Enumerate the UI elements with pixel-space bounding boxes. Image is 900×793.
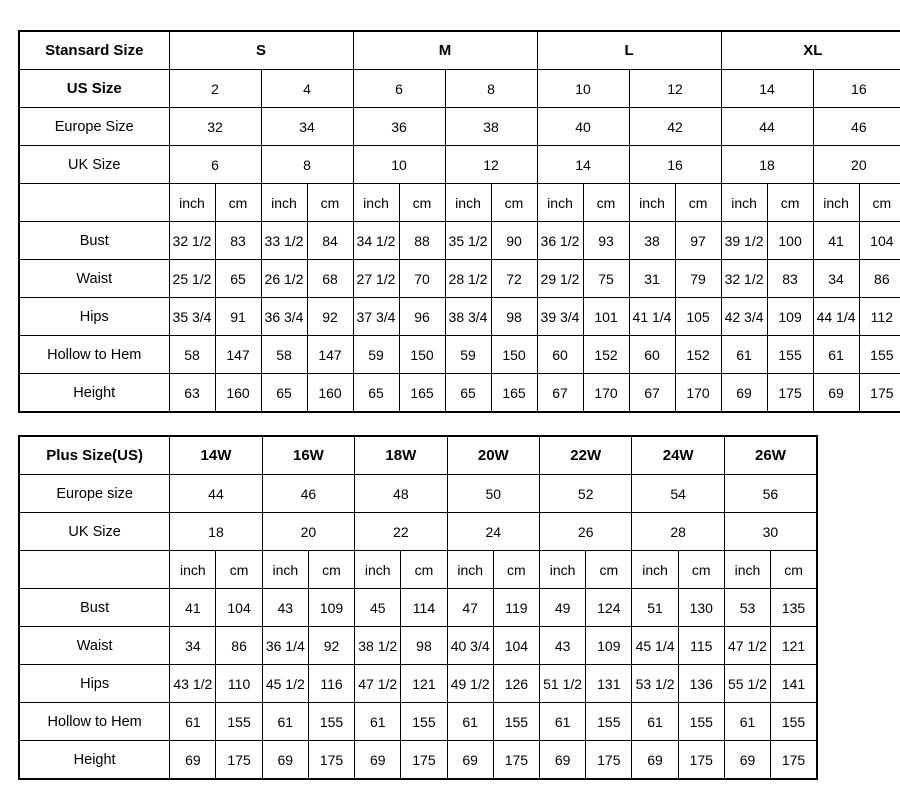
measurement-value-cell: 121: [401, 665, 447, 703]
unit-cell: inch: [170, 551, 216, 589]
measurement-value-cell: 69: [447, 741, 493, 780]
measurement-value-cell: 25 1/2: [169, 260, 215, 298]
measurement-value-cell: 104: [493, 627, 539, 665]
measurement-value-cell: 33 1/2: [261, 222, 307, 260]
size-group-header: 14W: [170, 436, 262, 475]
measurement-value-cell: 53 1/2: [632, 665, 678, 703]
measurement-label-cell: Height: [19, 374, 169, 413]
measurement-value-cell: 65: [445, 374, 491, 413]
measurement-value-cell: 119: [493, 589, 539, 627]
measurement-value-cell: 28 1/2: [445, 260, 491, 298]
measurement-value-cell: 45: [355, 589, 401, 627]
measurement-value-cell: 136: [678, 665, 724, 703]
measurement-row: [19, 703, 817, 741]
measurement-value-cell: 175: [493, 741, 539, 780]
measurement-value-cell: 105: [675, 298, 721, 336]
measurement-value-cell: 49 1/2: [447, 665, 493, 703]
measurement-value-cell: 69: [540, 741, 586, 780]
measurement-value-cell: 170: [675, 374, 721, 413]
measurement-value-cell: 36 1/2: [537, 222, 583, 260]
size-group-header: 22W: [540, 436, 632, 475]
plus-size-table: [18, 435, 818, 780]
measurement-value-cell: 39 3/4: [537, 298, 583, 336]
measurement-value-cell: 69: [813, 374, 859, 413]
measurement-value-cell: 97: [675, 222, 721, 260]
measurement-value-cell: 61: [262, 703, 308, 741]
size-value-cell: 44: [721, 108, 813, 146]
measurement-value-cell: 61: [724, 703, 770, 741]
size-value-cell: 46: [262, 475, 354, 513]
row-label-cell: US Size: [19, 70, 169, 108]
measurement-value-cell: 152: [583, 336, 629, 374]
measurement-value-cell: 47: [447, 589, 493, 627]
measurement-value-cell: 59: [353, 336, 399, 374]
unit-cell: inch: [724, 551, 770, 589]
size-value-cell: 44: [170, 475, 262, 513]
measurement-value-cell: 90: [491, 222, 537, 260]
size-value-cell: 24: [447, 513, 539, 551]
measurement-value-cell: 147: [215, 336, 261, 374]
size-value-cell: 12: [629, 70, 721, 108]
measurement-value-cell: 65: [215, 260, 261, 298]
measurement-value-cell: 37 3/4: [353, 298, 399, 336]
measurement-value-cell: 38: [629, 222, 675, 260]
measurement-value-cell: 83: [215, 222, 261, 260]
measurement-row: [19, 665, 817, 703]
measurement-value-cell: 112: [859, 298, 900, 336]
measurement-value-cell: 110: [216, 665, 262, 703]
measurement-value-cell: 45 1/4: [632, 627, 678, 665]
size-value-cell: 46: [813, 108, 900, 146]
measurement-value-cell: 175: [586, 741, 632, 780]
measurement-value-cell: 155: [859, 336, 900, 374]
standard-size-table: [18, 30, 900, 413]
size-group-header: 24W: [632, 436, 724, 475]
size-value-cell: 14: [721, 70, 813, 108]
size-value-cell: 14: [537, 146, 629, 184]
size-value-cell: 20: [262, 513, 354, 551]
measurement-value-cell: 109: [767, 298, 813, 336]
measurement-value-cell: 69: [170, 741, 216, 780]
measurement-value-cell: 47 1/2: [355, 665, 401, 703]
size-value-cell: 50: [447, 475, 539, 513]
measurement-value-cell: 40 3/4: [447, 627, 493, 665]
size-value-cell: 30: [724, 513, 817, 551]
measurement-value-cell: 35 1/2: [445, 222, 491, 260]
size-group-header: M: [353, 31, 537, 70]
measurement-value-cell: 34: [813, 260, 859, 298]
measurement-value-cell: 36 1/4: [262, 627, 308, 665]
measurement-value-cell: 175: [216, 741, 262, 780]
measurement-value-cell: 36 3/4: [261, 298, 307, 336]
measurement-value-cell: 75: [583, 260, 629, 298]
measurement-value-cell: 116: [308, 665, 354, 703]
unit-cell: inch: [355, 551, 401, 589]
measurement-value-cell: 93: [583, 222, 629, 260]
measurement-label-cell: Hips: [19, 665, 170, 703]
measurement-value-cell: 98: [401, 627, 447, 665]
size-value-cell: 32: [169, 108, 261, 146]
row-label-cell: UK Size: [19, 513, 170, 551]
size-value-cell: 28: [632, 513, 724, 551]
measurement-value-cell: 150: [399, 336, 445, 374]
measurement-value-cell: 86: [216, 627, 262, 665]
measurement-row: [19, 589, 817, 627]
measurement-value-cell: 27 1/2: [353, 260, 399, 298]
size-group-header: XL: [721, 31, 900, 70]
unit-cell: inch: [445, 184, 491, 222]
measurement-value-cell: 47 1/2: [724, 627, 770, 665]
measurement-value-cell: 100: [767, 222, 813, 260]
measurement-value-cell: 79: [675, 260, 721, 298]
unit-row: [19, 184, 900, 222]
row-label-cell: UK Size: [19, 146, 169, 184]
size-value-cell: 6: [169, 146, 261, 184]
size-value-cell: 40: [537, 108, 629, 146]
measurement-value-cell: 55 1/2: [724, 665, 770, 703]
measurement-value-cell: 155: [771, 703, 817, 741]
size-value-cell: 34: [261, 108, 353, 146]
measurement-value-cell: 60: [537, 336, 583, 374]
measurement-value-cell: 65: [261, 374, 307, 413]
measurement-value-cell: 155: [308, 703, 354, 741]
measurement-value-cell: 130: [678, 589, 724, 627]
measurement-value-cell: 115: [678, 627, 724, 665]
measurement-value-cell: 26 1/2: [261, 260, 307, 298]
measurement-value-cell: 41 1/4: [629, 298, 675, 336]
measurement-value-cell: 175: [308, 741, 354, 780]
measurement-value-cell: 31: [629, 260, 675, 298]
unit-cell: inch: [540, 551, 586, 589]
measurement-value-cell: 58: [261, 336, 307, 374]
measurement-value-cell: 65: [353, 374, 399, 413]
table-row: [19, 513, 817, 551]
unit-cell: inch: [629, 184, 675, 222]
measurement-value-cell: 92: [307, 298, 353, 336]
size-value-cell: 22: [355, 513, 447, 551]
measurement-value-cell: 41: [813, 222, 859, 260]
measurement-row: [19, 222, 900, 260]
measurement-value-cell: 92: [308, 627, 354, 665]
measurement-value-cell: 67: [537, 374, 583, 413]
measurement-value-cell: 114: [401, 589, 447, 627]
measurement-value-cell: 104: [216, 589, 262, 627]
measurement-value-cell: 61: [632, 703, 678, 741]
table-row: [19, 108, 900, 146]
measurement-value-cell: 49: [540, 589, 586, 627]
size-value-cell: 54: [632, 475, 724, 513]
measurement-value-cell: 147: [307, 336, 353, 374]
measurement-value-cell: 61: [170, 703, 216, 741]
size-value-cell: 56: [724, 475, 817, 513]
table-header-row: [19, 436, 817, 475]
measurement-value-cell: 70: [399, 260, 445, 298]
measurement-value-cell: 175: [401, 741, 447, 780]
size-value-cell: 4: [261, 70, 353, 108]
unit-cell: cm: [678, 551, 724, 589]
measurement-value-cell: 91: [215, 298, 261, 336]
measurement-value-cell: 53: [724, 589, 770, 627]
measurement-value-cell: 43: [540, 627, 586, 665]
measurement-value-cell: 152: [675, 336, 721, 374]
size-value-cell: 10: [353, 146, 445, 184]
measurement-value-cell: 29 1/2: [537, 260, 583, 298]
measurement-value-cell: 175: [767, 374, 813, 413]
measurement-value-cell: 69: [724, 741, 770, 780]
size-value-cell: 2: [169, 70, 261, 108]
measurement-value-cell: 88: [399, 222, 445, 260]
measurement-value-cell: 38 1/2: [355, 627, 401, 665]
measurement-value-cell: 61: [813, 336, 859, 374]
measurement-value-cell: 155: [767, 336, 813, 374]
measurement-value-cell: 32 1/2: [721, 260, 767, 298]
table-row: [19, 146, 900, 184]
measurement-value-cell: 126: [493, 665, 539, 703]
unit-cell: inch: [262, 551, 308, 589]
table-row: [19, 475, 817, 513]
unit-cell: inch: [261, 184, 307, 222]
measurement-value-cell: 155: [216, 703, 262, 741]
size-group-header: 18W: [355, 436, 447, 475]
unit-cell: cm: [401, 551, 447, 589]
measurement-row: [19, 260, 900, 298]
measurement-value-cell: 34 1/2: [353, 222, 399, 260]
measurement-value-cell: 69: [355, 741, 401, 780]
measurement-value-cell: 34: [170, 627, 216, 665]
measurement-label-cell: Hollow to Hem: [19, 336, 169, 374]
measurement-value-cell: 63: [169, 374, 215, 413]
unit-cell: cm: [307, 184, 353, 222]
measurement-value-cell: 83: [767, 260, 813, 298]
measurement-value-cell: 68: [307, 260, 353, 298]
measurement-value-cell: 59: [445, 336, 491, 374]
chart-title-cell: Plus Size(US): [19, 436, 170, 475]
unit-cell: cm: [215, 184, 261, 222]
size-value-cell: 16: [629, 146, 721, 184]
size-value-cell: 26: [540, 513, 632, 551]
measurement-label-cell: Waist: [19, 627, 170, 665]
measurement-label-cell: Bust: [19, 222, 169, 260]
measurement-value-cell: 69: [721, 374, 767, 413]
measurement-value-cell: 155: [678, 703, 724, 741]
measurement-value-cell: 61: [447, 703, 493, 741]
unit-cell: cm: [216, 551, 262, 589]
size-value-cell: 10: [537, 70, 629, 108]
unit-row-blank-cell: [19, 184, 169, 222]
measurement-value-cell: 51: [632, 589, 678, 627]
measurement-value-cell: 96: [399, 298, 445, 336]
measurement-value-cell: 61: [355, 703, 401, 741]
measurement-value-cell: 67: [629, 374, 675, 413]
unit-cell: inch: [169, 184, 215, 222]
size-value-cell: 16: [813, 70, 900, 108]
measurement-value-cell: 58: [169, 336, 215, 374]
measurement-value-cell: 155: [493, 703, 539, 741]
measurement-value-cell: 39 1/2: [721, 222, 767, 260]
size-value-cell: 36: [353, 108, 445, 146]
size-group-header: L: [537, 31, 721, 70]
measurement-value-cell: 86: [859, 260, 900, 298]
size-value-cell: 38: [445, 108, 537, 146]
row-label-cell: Europe Size: [19, 108, 169, 146]
unit-cell: cm: [767, 184, 813, 222]
size-group-header: 20W: [447, 436, 539, 475]
measurement-value-cell: 175: [859, 374, 900, 413]
unit-cell: cm: [586, 551, 632, 589]
size-group-header: 16W: [262, 436, 354, 475]
size-value-cell: 6: [353, 70, 445, 108]
measurement-value-cell: 43 1/2: [170, 665, 216, 703]
unit-cell: inch: [447, 551, 493, 589]
unit-row: [19, 551, 817, 589]
measurement-value-cell: 109: [308, 589, 354, 627]
measurement-row: [19, 741, 817, 780]
measurement-value-cell: 69: [262, 741, 308, 780]
size-value-cell: 8: [445, 70, 537, 108]
measurement-value-cell: 69: [632, 741, 678, 780]
measurement-value-cell: 155: [586, 703, 632, 741]
size-value-cell: 48: [355, 475, 447, 513]
unit-cell: inch: [813, 184, 859, 222]
unit-row-blank-cell: [19, 551, 170, 589]
table-header-row: [19, 31, 900, 70]
measurement-row: [19, 374, 900, 413]
measurement-value-cell: 32 1/2: [169, 222, 215, 260]
measurement-value-cell: 72: [491, 260, 537, 298]
size-value-cell: 12: [445, 146, 537, 184]
size-value-cell: 18: [721, 146, 813, 184]
measurement-value-cell: 121: [771, 627, 817, 665]
unit-cell: cm: [491, 184, 537, 222]
measurement-value-cell: 98: [491, 298, 537, 336]
unit-cell: cm: [493, 551, 539, 589]
measurement-label-cell: Hollow to Hem: [19, 703, 170, 741]
measurement-value-cell: 43: [262, 589, 308, 627]
measurement-label-cell: Hips: [19, 298, 169, 336]
measurement-value-cell: 101: [583, 298, 629, 336]
measurement-value-cell: 141: [771, 665, 817, 703]
measurement-value-cell: 160: [307, 374, 353, 413]
measurement-value-cell: 170: [583, 374, 629, 413]
unit-cell: cm: [308, 551, 354, 589]
size-value-cell: 18: [170, 513, 262, 551]
measurement-label-cell: Bust: [19, 589, 170, 627]
size-value-cell: 52: [540, 475, 632, 513]
measurement-value-cell: 44 1/4: [813, 298, 859, 336]
measurement-value-cell: 160: [215, 374, 261, 413]
measurement-label-cell: Height: [19, 741, 170, 780]
measurement-label-cell: Waist: [19, 260, 169, 298]
measurement-value-cell: 84: [307, 222, 353, 260]
size-value-cell: 20: [813, 146, 900, 184]
measurement-value-cell: 175: [771, 741, 817, 780]
measurement-value-cell: 135: [771, 589, 817, 627]
measurement-value-cell: 61: [721, 336, 767, 374]
measurement-value-cell: 175: [678, 741, 724, 780]
measurement-value-cell: 124: [586, 589, 632, 627]
unit-cell: cm: [399, 184, 445, 222]
measurement-value-cell: 109: [586, 627, 632, 665]
measurement-row: [19, 627, 817, 665]
unit-cell: cm: [859, 184, 900, 222]
chart-title-cell: Stansard Size: [19, 31, 169, 70]
table-row: [19, 70, 900, 108]
unit-cell: cm: [675, 184, 721, 222]
unit-cell: inch: [537, 184, 583, 222]
measurement-row: [19, 298, 900, 336]
measurement-value-cell: 61: [540, 703, 586, 741]
measurement-value-cell: 51 1/2: [540, 665, 586, 703]
measurement-value-cell: 35 3/4: [169, 298, 215, 336]
measurement-value-cell: 155: [401, 703, 447, 741]
row-label-cell: Europe size: [19, 475, 170, 513]
unit-cell: inch: [353, 184, 399, 222]
measurement-value-cell: 150: [491, 336, 537, 374]
measurement-value-cell: 41: [170, 589, 216, 627]
size-value-cell: 8: [261, 146, 353, 184]
measurement-value-cell: 104: [859, 222, 900, 260]
measurement-value-cell: 45 1/2: [262, 665, 308, 703]
unit-cell: cm: [771, 551, 817, 589]
measurement-value-cell: 38 3/4: [445, 298, 491, 336]
measurement-value-cell: 131: [586, 665, 632, 703]
size-group-header: S: [169, 31, 353, 70]
size-value-cell: 42: [629, 108, 721, 146]
measurement-value-cell: 60: [629, 336, 675, 374]
measurement-value-cell: 42 3/4: [721, 298, 767, 336]
unit-cell: inch: [632, 551, 678, 589]
measurement-row: [19, 336, 900, 374]
measurement-value-cell: 165: [399, 374, 445, 413]
measurement-value-cell: 165: [491, 374, 537, 413]
size-group-header: 26W: [724, 436, 817, 475]
unit-cell: cm: [583, 184, 629, 222]
unit-cell: inch: [721, 184, 767, 222]
